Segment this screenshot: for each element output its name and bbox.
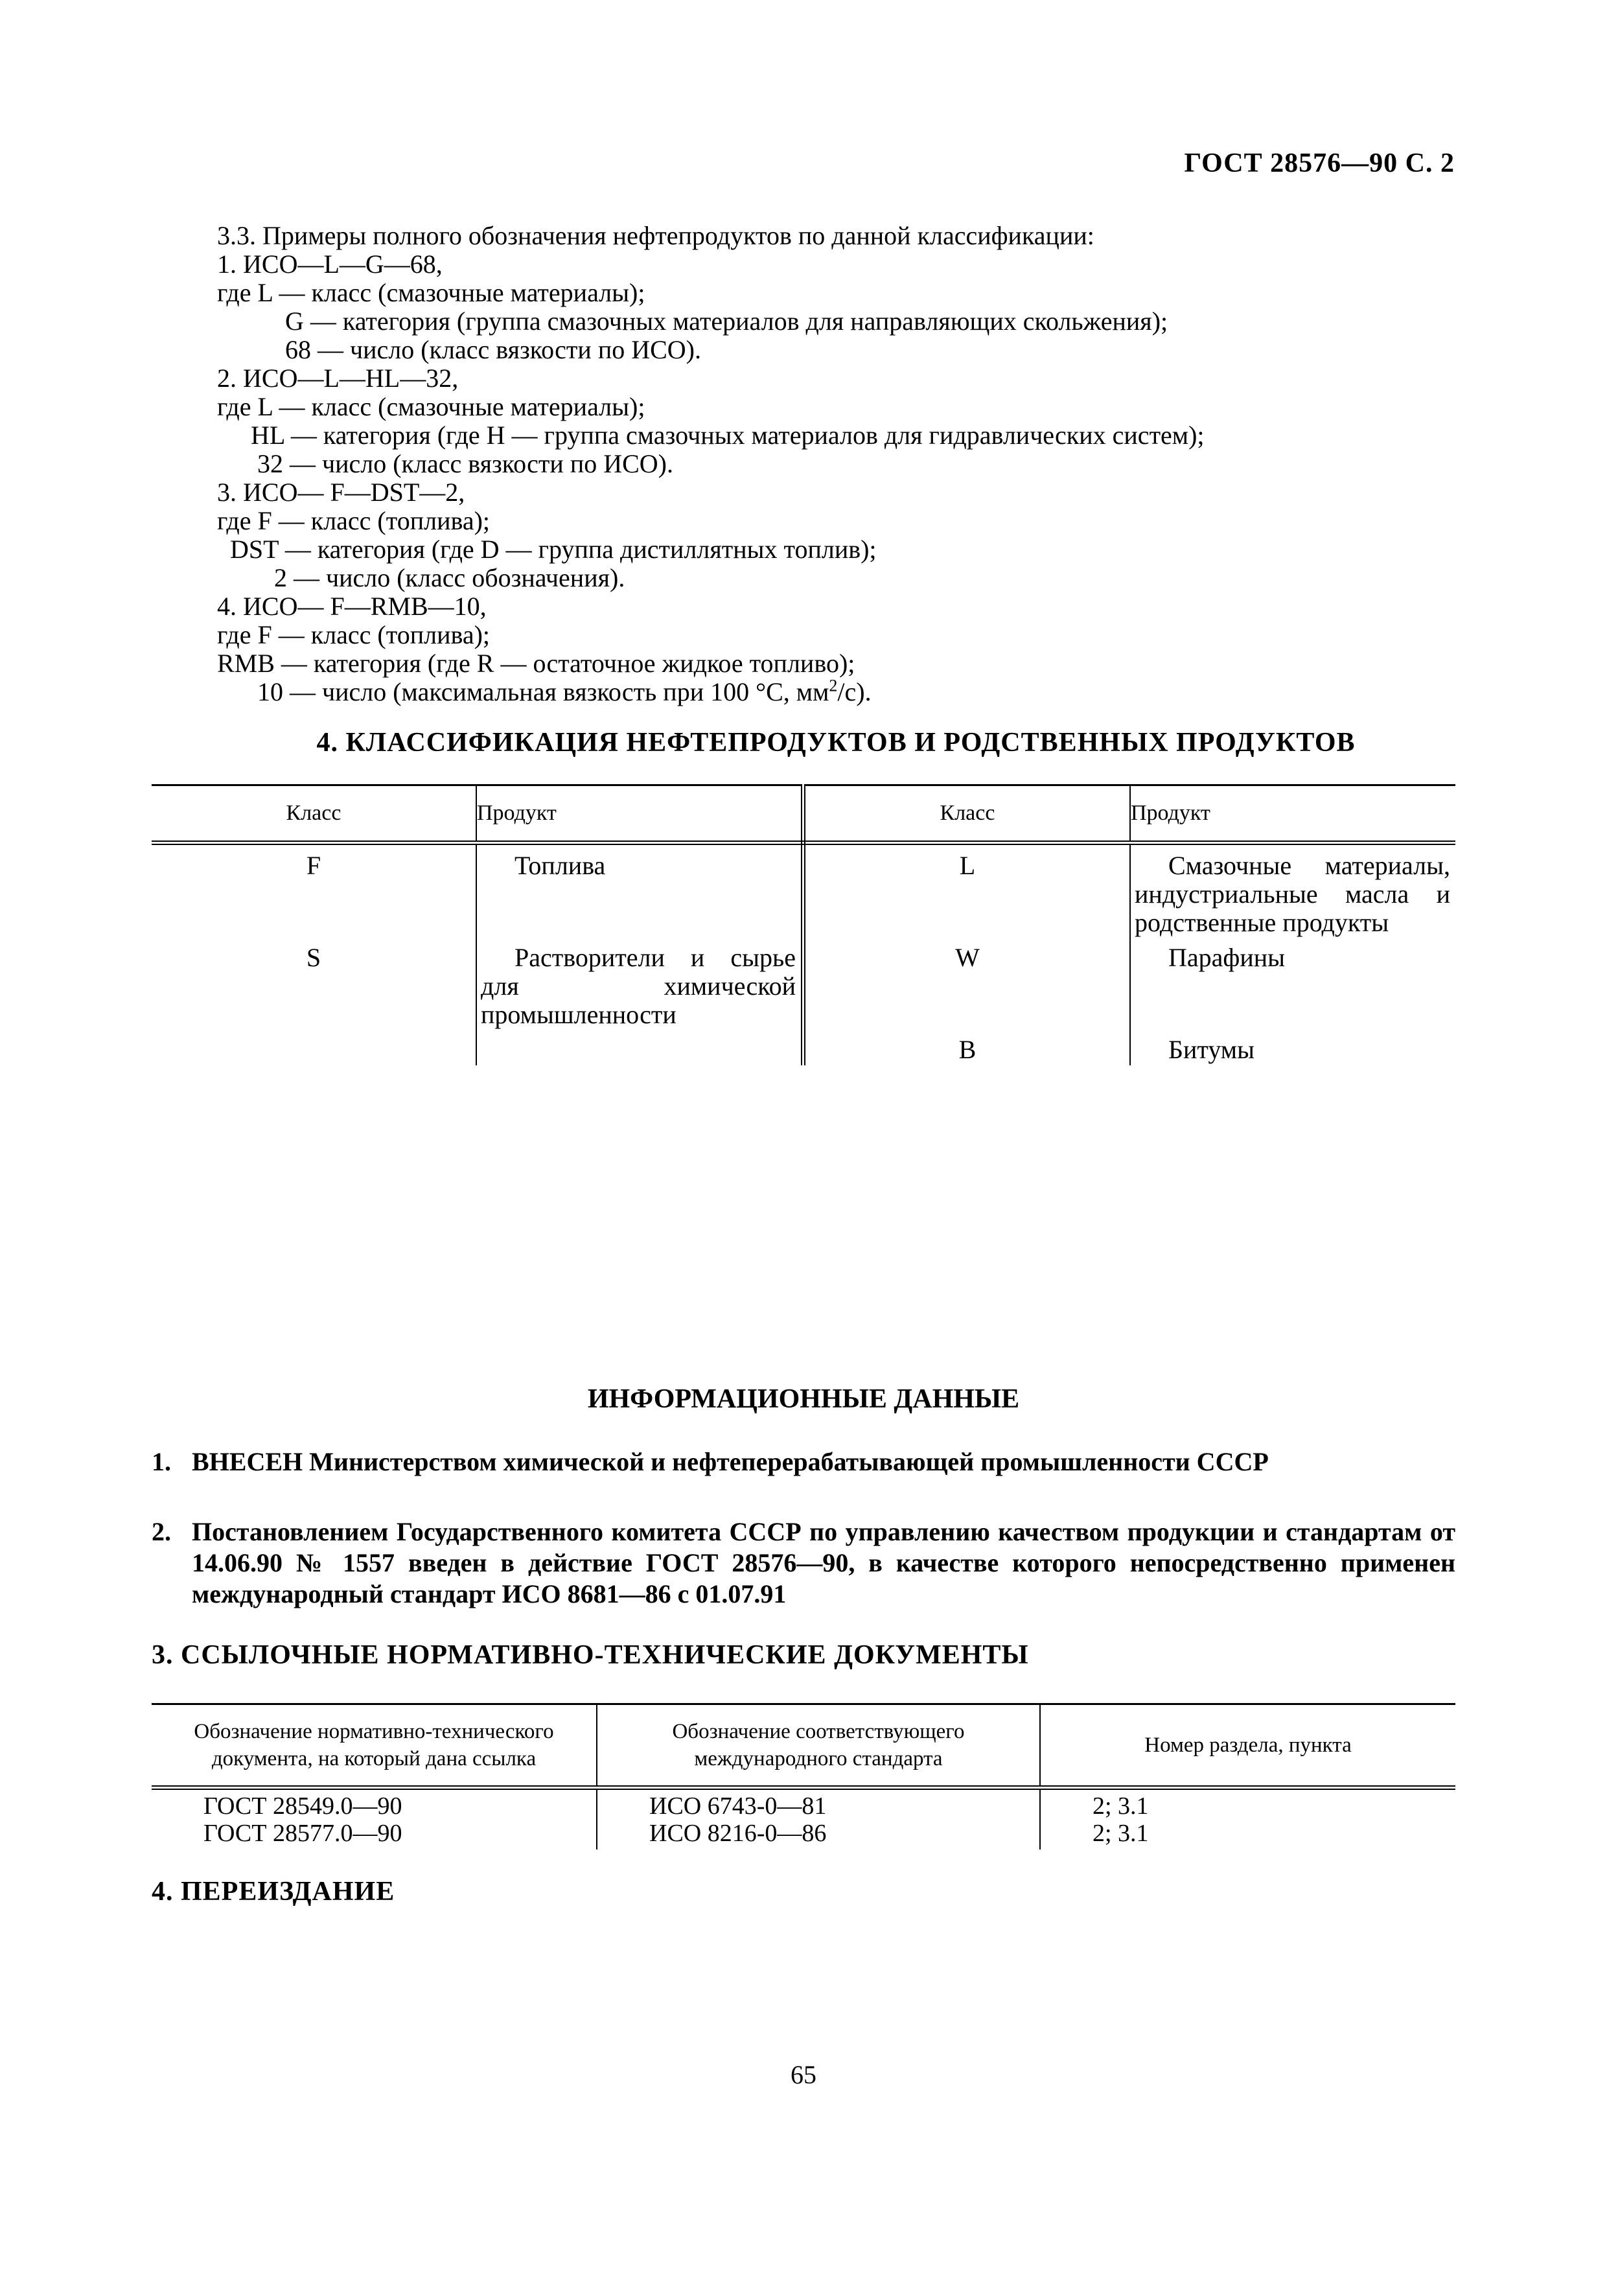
class-cell: W: [804, 937, 1131, 1029]
header-class-2: Класс: [804, 785, 1131, 843]
table-row: [152, 1788, 1455, 1850]
product-cell: Битумы: [1168, 1035, 1254, 1064]
examples-intro: 3.3. Примеры полного обозначения нефтепродуктов по данной классификации:: [217, 221, 1094, 250]
example-4-class: где F — класс (топлива);: [217, 620, 491, 649]
superscript-2: 2: [829, 676, 838, 695]
product-cell: Растворители и сырье для химической промышленности: [476, 937, 804, 1029]
example-4-number-text: 10 — число (максимальная вязкость при 100 °С, мм: [257, 677, 829, 706]
doc-designation: ГОСТ 28549.0—90: [203, 1792, 402, 1820]
section-number: 2; 3.1: [1093, 1820, 1149, 1847]
intl-standard-cell: [597, 1788, 1040, 1850]
classification-table: [152, 784, 1455, 1065]
page-number: 65: [791, 2060, 816, 2089]
info-item-text: ВНЕСЕН Министерством химической и нефтеперерабатывающей промышленности СССР: [192, 1447, 1269, 1476]
info-item-number: 2.: [152, 1517, 171, 1546]
example-1-class: где L — класс (смазочные материалы);: [217, 278, 645, 307]
example-3-class: где F — класс (топлива);: [217, 506, 491, 535]
ref-docs-title: 3. ССЫЛОЧНЫЕ НОРМАТИВНО-ТЕХНИЧЕСКИЕ ДОКУМЕНТЫ: [152, 1640, 1029, 1670]
info-title: ИНФОРМАЦИОННЫЕ ДАННЫЕ: [587, 1384, 1020, 1414]
header-class-1: Класс: [152, 785, 476, 843]
example-2-code: 2. ИСО—L—HL—32,: [217, 364, 459, 393]
table-row: [152, 937, 1455, 1029]
header-intl-standard: Обозначение соответствующего международного стандарта: [597, 1704, 1040, 1788]
info-item-number: 1.: [152, 1447, 171, 1476]
example-1-number: 68 — число (класс вязкости по ИСО).: [285, 335, 701, 364]
product-cell: Смазочные материалы, индустриальные масла и родственные продукты: [1135, 851, 1450, 937]
example-4-number: [217, 678, 1448, 706]
reissue-title: 4. ПЕРЕИЗДАНИЕ: [152, 1877, 395, 1907]
info-item-text: Постановлением Государственного комитета СССР по управлению качеством продукции и стандартам от 14.06.90 № 1557 введен в действие ГОСТ 28576—90, в качестве которого непосредственно применен международный стандарт ИСО 8681—86 с 01.07.91: [192, 1517, 1455, 1608]
table-row: [152, 1029, 1455, 1065]
header-product-1: Продукт: [476, 785, 804, 843]
product-cell: Топлива: [476, 843, 804, 938]
class-cell: [152, 1029, 476, 1065]
class-cell: S: [152, 937, 476, 1029]
section-number: 2; 3.1: [1093, 1792, 1149, 1820]
examples-section: [217, 222, 1448, 706]
example-3-number: 2 — число (класс обозначения).: [274, 563, 625, 592]
example-1-code: 1. ИСО—L—G—68,: [217, 249, 443, 279]
ref-docs-table: [152, 1703, 1455, 1850]
class-cell: B: [804, 1029, 1131, 1065]
example-1-category: G — категория (группа смазочных материалов для направляющих скольжения);: [285, 307, 1168, 336]
classification-table-header: [152, 785, 1455, 843]
example-2-number: 32 — число (класс вязкости по ИСО).: [257, 449, 673, 478]
info-item-2: [152, 1516, 1455, 1610]
info-item-1: [152, 1446, 1455, 1478]
example-4-number-tail: /с).: [837, 677, 872, 706]
product-cell: Парафины: [1168, 943, 1285, 972]
table-row: [152, 843, 1455, 938]
header-section-number: Номер раздела, пункта: [1040, 1704, 1455, 1788]
example-4-code: 4. ИСО— F—RMB—10,: [217, 592, 487, 621]
doc-designation: ГОСТ 28577.0—90: [203, 1820, 402, 1847]
example-3-category: DST — категория (где D — группа дистиллятных топлив);: [230, 535, 877, 564]
intl-standard: ИСО 8216-0—86: [649, 1820, 827, 1847]
doc-designation-cell: [152, 1788, 597, 1850]
example-3-code: 3. ИСО— F—DST—2,: [217, 478, 465, 507]
intl-standard: ИСО 6743-0—81: [649, 1792, 827, 1820]
class-cell: F: [152, 843, 476, 938]
header-product-2: Продукт: [1130, 785, 1455, 843]
section-4-title: 4. КЛАССИФИКАЦИЯ НЕФТЕПРОДУКТОВ И РОДСТВЕННЫХ ПРОДУКТОВ: [316, 728, 1356, 758]
example-4-category: RMB — категория (где R — остаточное жидкое топливо);: [217, 649, 855, 678]
header-doc-designation: Обозначение нормативно-технического документа, на который дана ссылка: [152, 1704, 597, 1788]
product-cell: [476, 1029, 804, 1065]
ref-docs-header: [152, 1704, 1455, 1788]
page-header: ГОСТ 28576—90 С. 2: [1184, 148, 1455, 178]
section-number-cell: [1040, 1788, 1455, 1850]
class-cell: L: [804, 843, 1131, 938]
example-2-class: где L — класс (смазочные материалы);: [217, 392, 645, 421]
example-2-category: HL — категория (где H — группа смазочных материалов для гидравлических систем);: [251, 421, 1205, 450]
